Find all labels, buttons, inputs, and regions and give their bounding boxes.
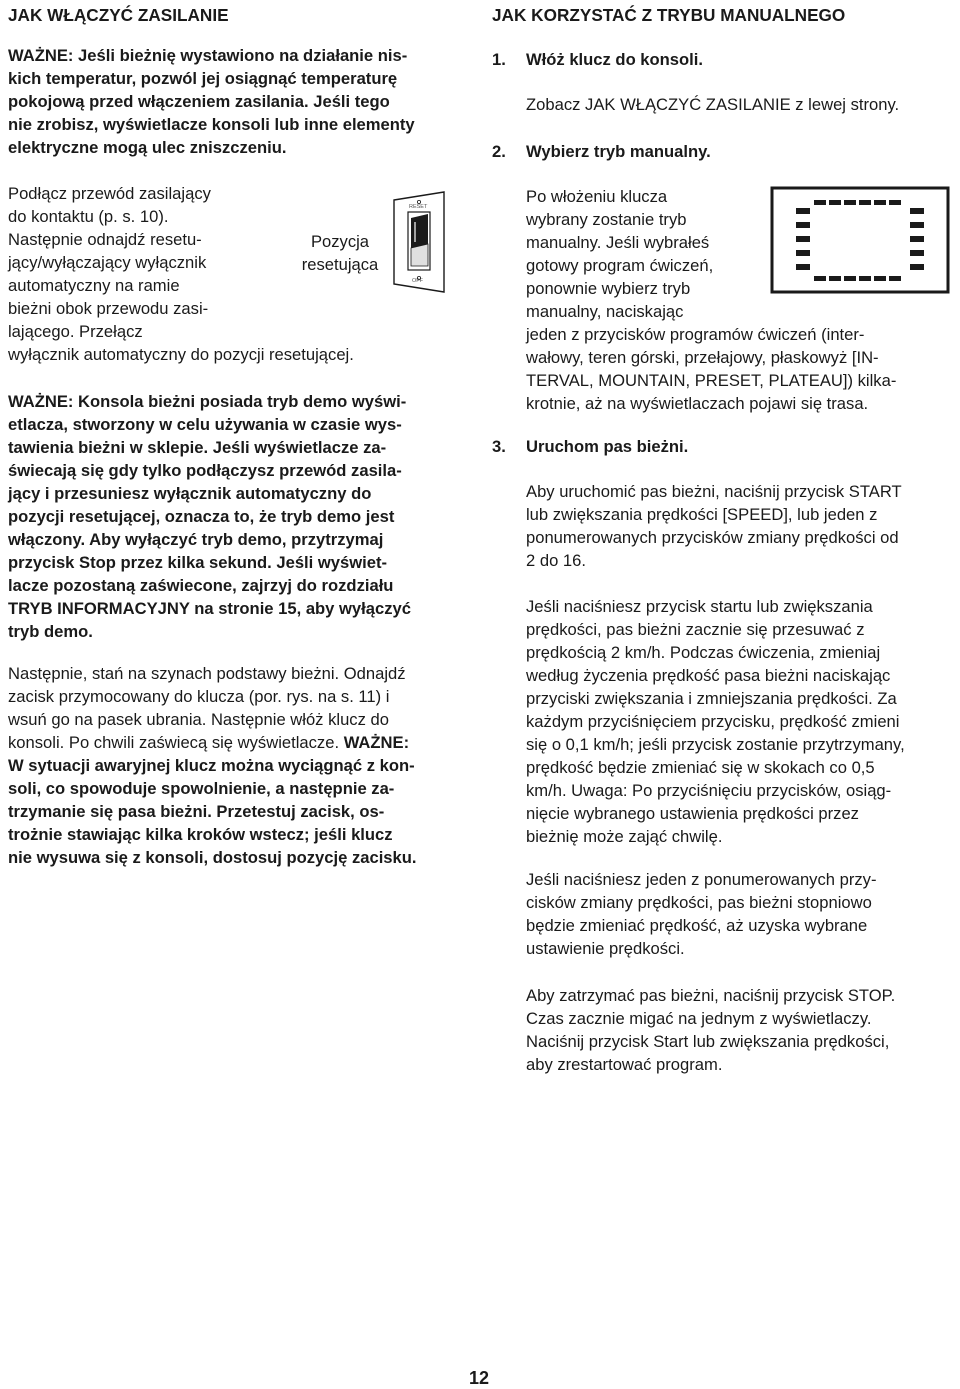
text-line: Aby uruchomić pas bieżni, naciśnij przycisk START <box>526 482 902 501</box>
text-line: Czas zacznie migać na jednym z wyświetlaczy. <box>526 1009 872 1028</box>
track-segment <box>910 250 924 256</box>
track-segment <box>796 222 810 228</box>
numbered-speed-para <box>526 868 876 960</box>
step-number: 3. <box>492 437 506 456</box>
text-line: wybrany zostanie tryb <box>526 210 687 229</box>
text-segment: konsoli. Po chwili zaświecą się wyświetlacze. <box>8 733 344 752</box>
text-line: prędkości, pas bieżni zacznie się przesuwać z <box>526 620 865 639</box>
step-title: Wybierz tryb manualny. <box>526 142 711 161</box>
text-line: etlacza, stworzony w celu używania w czasie wys- <box>8 415 402 434</box>
text-line: Jeśli naciśniesz jeden z ponumerowanych przy- <box>526 870 877 889</box>
track-segment <box>859 200 871 205</box>
text-line: nie wysuwa się z konsoli, dostosuj pozycję zacisku. <box>8 848 417 867</box>
track-segment <box>910 264 924 270</box>
text-line: ustawienie prędkości. <box>526 939 685 958</box>
track-segment <box>814 276 826 281</box>
text-line: prędkością 2 km/h. Podczas ćwiczenia, zmieniaj <box>526 643 881 662</box>
text-line: świecają się gdy tylko podłączysz przewód zasila- <box>8 461 402 480</box>
text-line: pozycji resetującej, oznacza to, że tryb demo jest <box>8 507 395 526</box>
step1-note <box>526 93 899 116</box>
text-line: się o 0,1 km/h; jeśli przycisk zostanie przytrzymany, <box>526 735 905 754</box>
text-line: pokojową przed włączeniem zasilania. Jeśli tego <box>8 92 390 111</box>
text-line: WAŻNE: Konsola bieżni posiada tryb demo wyświ- <box>8 392 407 411</box>
track-segment <box>910 222 924 228</box>
track-segment <box>844 200 856 205</box>
text-line: Podłącz przewód zasilający <box>8 184 211 203</box>
text-line: trzymanie się pasa bieżni. Przetestuj zacisk, os- <box>8 802 385 821</box>
text-line: ponownie wybierz tryb <box>526 279 691 298</box>
text-line: gotowy program ćwiczeń, <box>526 256 714 275</box>
track-segment <box>910 208 924 214</box>
text-line: będzie zmieniać prędkość, aż uzyska wybrane <box>526 916 868 935</box>
track-segment <box>829 200 841 205</box>
text-line: km/h. Uwaga: Po przyciśnięciu przycisków, osiąg- <box>526 781 892 800</box>
track-segment <box>859 276 871 281</box>
text-line: tryb demo. <box>8 622 93 641</box>
important-inline: WAŻNE: <box>343 733 410 752</box>
text-line <box>8 731 417 754</box>
step-number: 2. <box>492 142 506 161</box>
label-line: Pozycja <box>310 232 370 251</box>
text-line: wsuń go na pasek ubrania. Następnie włóż klucz do <box>8 710 389 729</box>
track-segment <box>814 200 826 205</box>
text-line: krotnie, aż na wyświetlaczach pojawi się trasa. <box>526 394 869 413</box>
off-mark: OFF <box>412 278 423 284</box>
text-line: TERVAL, MOUNTAIN, PRESET, PLATEAU]) kilka- <box>526 371 897 390</box>
track-segment <box>796 208 810 214</box>
text-line: Po włożeniu klucza <box>526 187 668 206</box>
text-line: 2 do 16. <box>526 551 586 570</box>
text-line: trożnie stawiając kilka kroków wstecz; jeśli klucz <box>8 825 393 844</box>
track-segment <box>874 200 886 205</box>
text-line: włączony. Aby wyłączyć tryb demo, przytrzymaj <box>8 530 384 549</box>
text-line: Zobacz JAK WŁĄCZYĆ ZASILANIE z lewej strony. <box>526 95 900 114</box>
text-line: według życzenia prędkość pasa bieżni naciskając <box>526 666 891 685</box>
reset-position-label <box>290 230 390 276</box>
text-line: TRYB INFORMACYJNY na stronie 15, aby wyłączyć <box>8 599 411 618</box>
text-line: bieżnię może zająć chwilę. <box>526 827 723 846</box>
track-segment <box>796 236 810 242</box>
text-line: manualny. Jeśli wybrałeś <box>526 233 710 252</box>
text-line: aby zrestartować program. <box>526 1055 723 1074</box>
text-line: nie zrobisz, wyświetlacze konsoli lub inne elementy <box>8 115 415 134</box>
text-line: lającego. Przełącz <box>8 322 143 341</box>
text-line: jący/wyłączający wyłącznik <box>8 253 207 272</box>
circuit-breaker-illustration <box>388 188 450 298</box>
text-line: lacze pozostaną zaświecone, zajrzyj do rozdziału <box>8 576 394 595</box>
step-title: Włóż klucz do konsoli. <box>526 50 704 69</box>
text-line: tawienia bieżni w sklepie. Jeśli wyświetlacze za- <box>8 438 387 457</box>
text-line: nięcie wybranego ustawienia prędkości przez <box>526 804 859 823</box>
track-segment <box>796 264 810 270</box>
page-number: 12 <box>469 1368 490 1388</box>
text-line: bieżni obok przewodu zasi- <box>8 299 209 318</box>
section-heading-manual: JAK KORZYSTAĆ Z TRYBU MANUALNEGO <box>492 5 846 25</box>
text-line: do kontaktu (p. s. 10). <box>8 207 169 226</box>
reset-mark: RESET <box>409 204 428 210</box>
text-line: elektryczne mogą ulec zniszczeniu. <box>8 138 287 157</box>
text-line: Aby zatrzymać pas bieżni, naciśnij przycisk STOP. <box>526 986 896 1005</box>
text-line: WAŻNE: Jeśli bieżnię wystawiono na działanie nis- <box>8 46 408 65</box>
speed-change-para <box>526 595 905 848</box>
text-line: ponumerowanych przycisków zmiany prędkości od <box>526 528 899 547</box>
text-line: Naciśnij przycisk Start lub zwiększania prędkości, <box>526 1032 890 1051</box>
text-line: jeden z przycisków programów ćwiczeń (inter- <box>526 325 865 344</box>
text-line: cisków zmiany prędkości, pas bieżni stopniowo <box>526 893 872 912</box>
step-number: 1. <box>492 50 506 69</box>
text-line: wyłącznik automatyczny do pozycji resetującej. <box>8 345 354 364</box>
text-line: wałowy, teren górski, przełajowy, płaskowyż [IN- <box>526 348 879 367</box>
warning-temperature <box>8 44 415 159</box>
text-line: Następnie odnajdź resetu- <box>8 230 202 249</box>
stop-belt-para <box>526 984 895 1076</box>
text-line: W sytuacji awaryjnej klucz można wyciągnąć z kon- <box>8 756 415 775</box>
track-segment <box>889 200 901 205</box>
track-segment <box>874 276 886 281</box>
text-line: Następnie, stań na szynach podstawy bieżni. Odnajdź <box>8 664 406 683</box>
text-line: zacisk przymocowany do klucza (por. rys. na s. 11) i <box>8 687 390 706</box>
text-line: przycisk Stop przez kilka sekund. Jeśli wyświet- <box>8 553 388 572</box>
track-segment <box>889 276 901 281</box>
track-segment <box>910 236 924 242</box>
text-line: soli, co spowoduje spowolnienie, a następnie za- <box>8 779 395 798</box>
text-line: Jeśli naciśniesz przycisk startu lub zwiększania <box>526 597 873 616</box>
text-line: przyciski zwiększania i zmniejszania prędkości. Za <box>526 689 897 708</box>
track-display-illustration <box>770 186 950 296</box>
step-title: Uruchom pas bieżni. <box>526 437 689 456</box>
text-line: jący i przesuniesz wyłącznik automatyczny do <box>8 484 372 503</box>
section-heading-power: JAK WŁĄCZYĆ ZASILANIE <box>8 5 229 25</box>
track-segment <box>796 250 810 256</box>
start-belt-para <box>526 480 902 572</box>
text-line: lub zwiększania prędkości [SPEED], lub jeden z <box>526 505 878 524</box>
track-segment <box>829 276 841 281</box>
label-line: resetująca <box>301 255 379 274</box>
warning-demo-mode <box>8 390 411 643</box>
text-line: manualny, naciskając <box>526 302 684 321</box>
text-line: automatyczny na ramie <box>8 276 180 295</box>
text-line: każdym przyciśnięciem przycisku, prędkość zmieni <box>526 712 900 731</box>
track-segment <box>844 276 856 281</box>
text-line: kich temperatur, pozwól jej osiągnąć temperaturę <box>8 69 398 88</box>
text-line: prędkość będzie zmieniać się w skokach co 0,5 <box>526 758 875 777</box>
clip-key-instructions <box>8 662 417 869</box>
